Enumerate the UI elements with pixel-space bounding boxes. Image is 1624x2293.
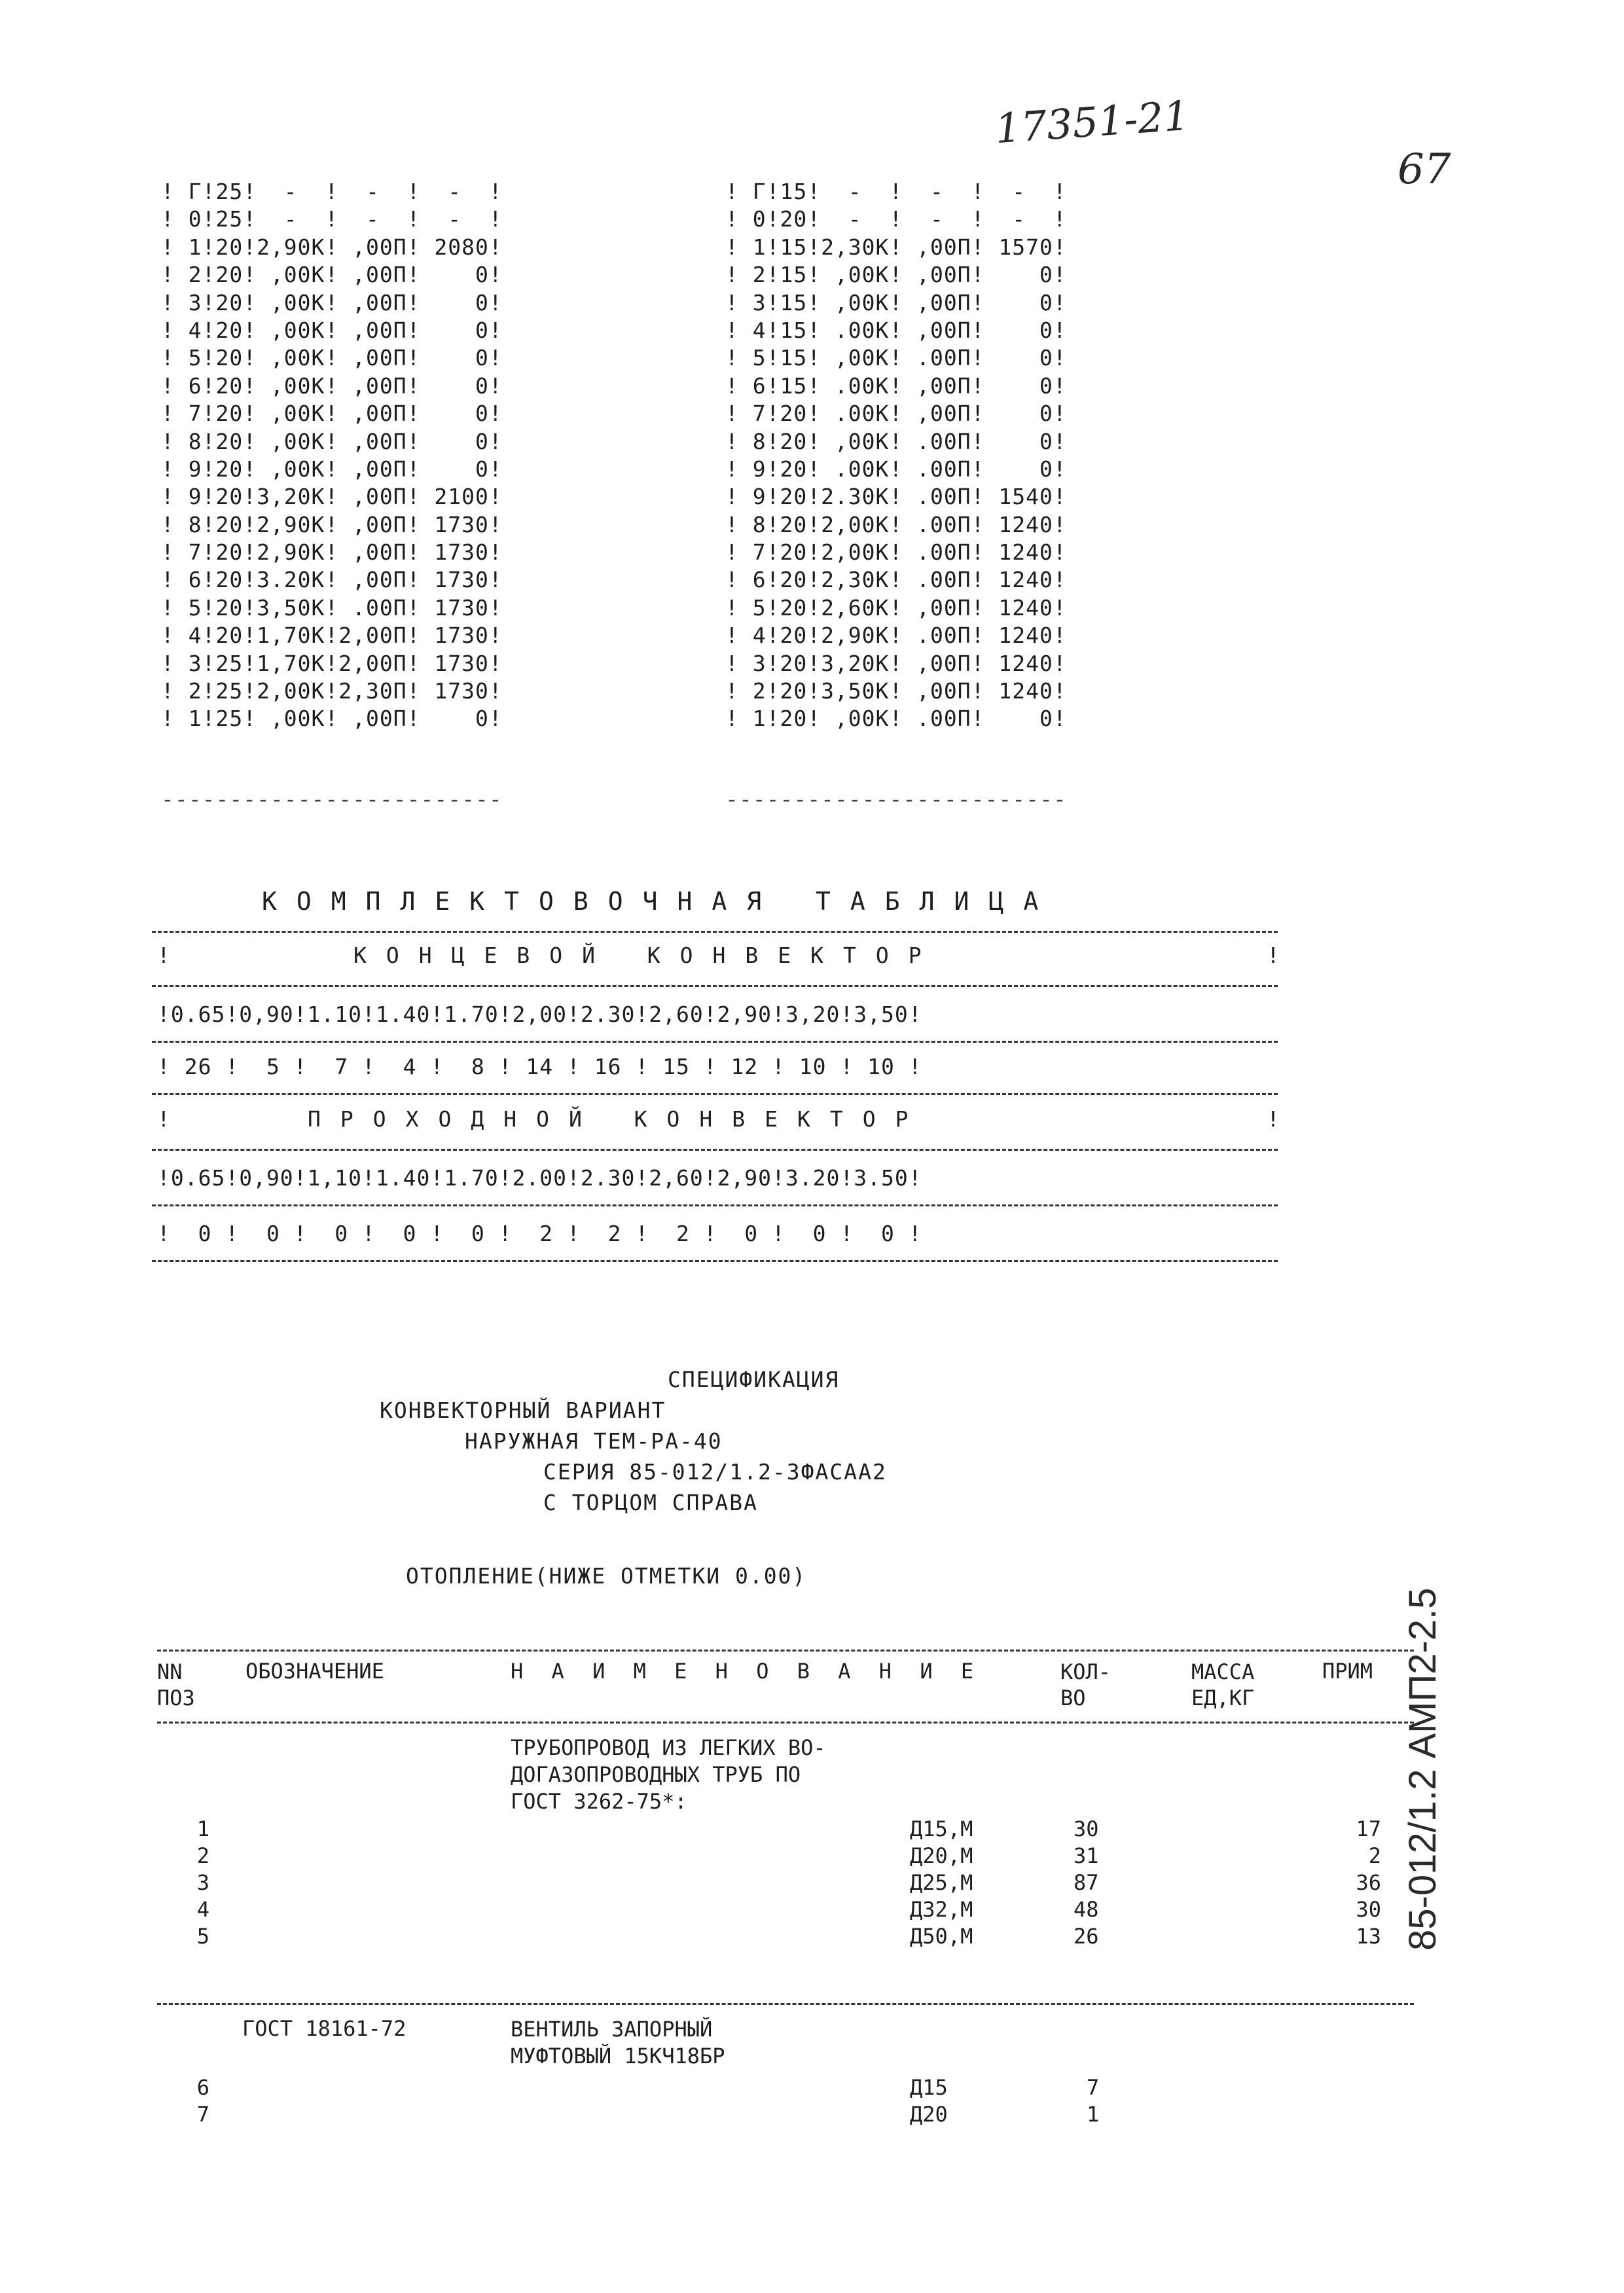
spec-row-quantity: 31 — [1074, 1843, 1099, 1868]
left-table-row: ! 4!20! ,00К! ,00П! 0! — [161, 317, 503, 343]
spec-row-position: 2 — [196, 1843, 209, 1868]
spec-col-pos-header: NN ПОЗ — [157, 1659, 195, 1710]
spec-row-note: 13 — [1356, 1924, 1381, 1949]
spec-row-position: 1 — [196, 1816, 209, 1841]
kompl-rule-7 — [152, 1260, 1278, 1262]
kompl-right-bar-2: ! — [1267, 1106, 1280, 1132]
right-table-row: ! 4!15! .00К! ,00П! 0! — [725, 317, 1067, 343]
spec-row-name: Д15 — [910, 2075, 948, 2100]
left-table-row: ! 2!20! ,00К! ,00П! 0! — [161, 262, 503, 288]
spec-row-quantity: 48 — [1074, 1897, 1099, 1922]
right-table-row: ! 1!20! ,00К! .00П! 0! — [725, 706, 1067, 732]
left-table-row: ! 2!25!2,00К!2,30П! 1730! — [161, 678, 503, 704]
right-table-row: ! 0!20! - ! - ! - ! — [725, 206, 1067, 232]
spec-row-name: Д20,М — [910, 1843, 973, 1868]
left-table-row: ! 6!20! ,00К! ,00П! 0! — [161, 372, 503, 399]
right-data-table — [725, 178, 1067, 733]
left-table-row: ! 5!20!3,50К! .00П! 1730! — [161, 594, 503, 621]
spec-col-name-header: Н А И М Е Н О В А Н И Е — [511, 1659, 982, 1684]
spec-row-name: Д20 — [910, 2102, 948, 2127]
right-table-row: ! 6!20!2,30К! .00П! 1240! — [725, 567, 1067, 593]
spec-rule-top — [157, 1650, 1414, 1652]
spec-col-mass-header: МАССА ЕД,КГ — [1191, 1659, 1255, 1710]
side-document-code: 85-012/1.2 АМП2-2.5 — [1401, 1587, 1444, 1951]
right-table-row: ! 6!15! .00К! ,00П! 0! — [725, 372, 1067, 399]
right-table-row: ! 8!20!2,00К! .00П! 1240! — [725, 511, 1067, 537]
right-table-row: ! 4!20!2,90К! .00П! 1240! — [725, 623, 1067, 649]
spec-row-note: 2 — [1368, 1843, 1381, 1868]
spec-group1-name: ТРУБОПРОВОД ИЗ ЛЕГКИХ ВО- ДОГАЗОПРОВОДНЫХ ТРУБ ПО ГОСТ 3262-75*: — [511, 1735, 826, 1814]
left-table-row: ! 8!20!2,90К! ,00П! 1730! — [161, 511, 503, 537]
spec-row-position: 6 — [196, 2075, 209, 2100]
spec-row-quantity: 87 — [1074, 1870, 1099, 1895]
spec-row-quantity: 26 — [1074, 1924, 1099, 1949]
spec-heading-6: ОТОПЛЕНИЕ(НИЖЕ ОТМЕТКИ 0.00) — [406, 1563, 807, 1589]
kompl-rule-3 — [152, 1041, 1278, 1043]
left-data-table — [161, 178, 503, 733]
spec-row-quantity: 30 — [1074, 1816, 1099, 1841]
spec-col-note-header: ПРИМ — [1322, 1659, 1373, 1684]
spec-heading-4: СЕРИЯ 85-012/1.2-3ФАСАА2 — [543, 1459, 887, 1485]
kompl-pass-label: ПРОХОДНОЙ КОНВЕКТОР — [308, 1106, 928, 1132]
kompl-pass-counts: ! 0 ! 0 ! 0 ! 0 ! 0 ! 2 ! 2 ! 2 ! 0 ! 0 ! 0 ! — [157, 1221, 922, 1246]
spec-row-note: 36 — [1356, 1870, 1381, 1895]
right-table-bottom-rule: ------------------------- — [725, 786, 1067, 812]
kompl-rule-6 — [152, 1204, 1278, 1206]
right-table-row: ! 7!20!2,00К! .00П! 1240! — [725, 539, 1067, 566]
right-table-row: ! 9!20!2.30К! .00П! 1540! — [725, 484, 1067, 510]
document-number: 17351-21 — [993, 91, 1191, 153]
spec-rule-header — [157, 1722, 1414, 1724]
right-table-row: ! 5!20!2,60К! ,00П! 1240! — [725, 594, 1067, 621]
kompl-rule-5 — [152, 1149, 1278, 1151]
kompl-table-title: КОМПЛЕКТОВОЧНАЯ ТАБЛИЦА — [262, 887, 1058, 916]
spec-col-desig-header: ОБОЗНАЧЕНИЕ — [245, 1659, 384, 1684]
spec-row-position: 3 — [196, 1870, 209, 1895]
right-table-row: ! Г!15! - ! - ! - ! — [725, 179, 1067, 204]
left-table-row: ! 0!25! - ! - ! - ! — [161, 206, 503, 232]
spec-row-name: Д15,М — [910, 1816, 973, 1841]
left-table-row: ! 7!20!2,90К! ,00П! 1730! — [161, 539, 503, 566]
spec-row-position: 7 — [196, 2102, 209, 2127]
kompl-end-sizes: !0.65!0,90!1.10!1.40!1.70!2,00!2.30!2,60!2,90!3,20!3,50! — [157, 1002, 922, 1027]
spec-row-position: 4 — [196, 1897, 209, 1922]
right-table-row: ! 3!20!3,20К! ,00П! 1240! — [725, 650, 1067, 676]
left-table-row: ! Г!25! - ! - ! - ! — [161, 179, 503, 204]
kompl-end-label: КОНЦЕВОЙ КОНВЕКТОР — [353, 943, 941, 968]
page-number: 67 — [1398, 145, 1451, 194]
right-table-row: ! 9!20! .00К! .00П! 0! — [725, 456, 1067, 482]
kompl-right-bar: ! — [1267, 943, 1280, 968]
left-table-row: ! 6!20!3.20К! ,00П! 1730! — [161, 567, 503, 593]
left-table-row: ! 1!25! ,00К! ,00П! 0! — [161, 706, 503, 732]
spec-table — [157, 1650, 1414, 2265]
spec-heading-1: СПЕЦИФИКАЦИЯ — [668, 1367, 840, 1392]
left-table-row: ! 5!20! ,00К! ,00П! 0! — [161, 345, 503, 371]
spec-row-name: Д50,М — [910, 1924, 973, 1949]
spec-heading-5: С ТОРЦОМ СПРАВА — [543, 1490, 759, 1515]
left-table-row: ! 9!20!3,20К! ,00П! 2100! — [161, 484, 503, 510]
spec-col-qty-header: КОЛ- ВО — [1060, 1659, 1111, 1710]
right-table-row: ! 1!15!2,30К! ,00П! 1570! — [725, 234, 1067, 260]
spec-row-quantity: 1 — [1087, 2102, 1100, 2127]
spec-heading-2: КОНВЕКТОРНЫЙ ВАРИАНТ — [380, 1398, 666, 1423]
right-table-row: ! 2!20!3,50К! ,00П! 1240! — [725, 678, 1067, 704]
spec-row-name: Д25,М — [910, 1870, 973, 1895]
left-table-row: ! 8!20! ,00К! ,00П! 0! — [161, 428, 503, 454]
left-table-row: ! 3!20! ,00К! ,00П! 0! — [161, 289, 503, 316]
kompl-left-bar-2: ! — [157, 1106, 171, 1132]
spec-row-position: 5 — [196, 1924, 209, 1949]
right-table-row: ! 5!15! ,00К! .00П! 0! — [725, 345, 1067, 371]
left-table-row: ! 3!25!1,70К!2,00П! 1730! — [161, 650, 503, 676]
left-table-row: ! 4!20!1,70К!2,00П! 1730! — [161, 623, 503, 649]
spec-row-note: 17 — [1356, 1816, 1381, 1841]
right-table-row: ! 7!20! .00К! ,00П! 0! — [725, 401, 1067, 427]
spec-heading-3: НАРУЖНАЯ ТЕМ-РА-40 — [465, 1428, 723, 1454]
kompl-rule-1 — [152, 931, 1278, 933]
spec-row-note: 30 — [1356, 1897, 1381, 1922]
kompl-rule-4 — [152, 1093, 1278, 1095]
right-table-row: ! 2!15! ,00К! ,00П! 0! — [725, 262, 1067, 288]
right-table-row: ! 3!15! ,00К! ,00П! 0! — [725, 289, 1067, 316]
kompl-pass-sizes: !0.65!0,90!1,10!1.40!1.70!2.00!2.30!2,60!2,90!3.20!3.50! — [157, 1165, 922, 1191]
kompl-left-bar: ! — [157, 943, 171, 968]
spec-group2-designation: ГОСТ 18161-72 — [242, 2016, 406, 2041]
spec-row-name: Д32,М — [910, 1897, 973, 1922]
spec-rule-group2 — [157, 2003, 1414, 2005]
left-table-bottom-rule: ------------------------- — [161, 786, 503, 812]
spec-group2-name: ВЕНТИЛЬ ЗАПОРНЫЙ МУФТОВЫЙ 15КЧ18БР — [511, 2017, 725, 2068]
left-table-row: ! 9!20! ,00К! ,00П! 0! — [161, 456, 503, 482]
spec-row-quantity: 7 — [1087, 2075, 1100, 2100]
left-table-row: ! 1!20!2,90К! ,00П! 2080! — [161, 234, 503, 260]
kompl-end-counts: ! 26 ! 5 ! 7 ! 4 ! 8 ! 14 ! 16 ! 15 ! 12 ! 10 ! 10 ! — [157, 1054, 922, 1079]
right-table-row: ! 8!20! ,00К! .00П! 0! — [725, 428, 1067, 454]
kompl-rule-2 — [152, 985, 1278, 987]
left-table-row: ! 7!20! ,00К! ,00П! 0! — [161, 401, 503, 427]
